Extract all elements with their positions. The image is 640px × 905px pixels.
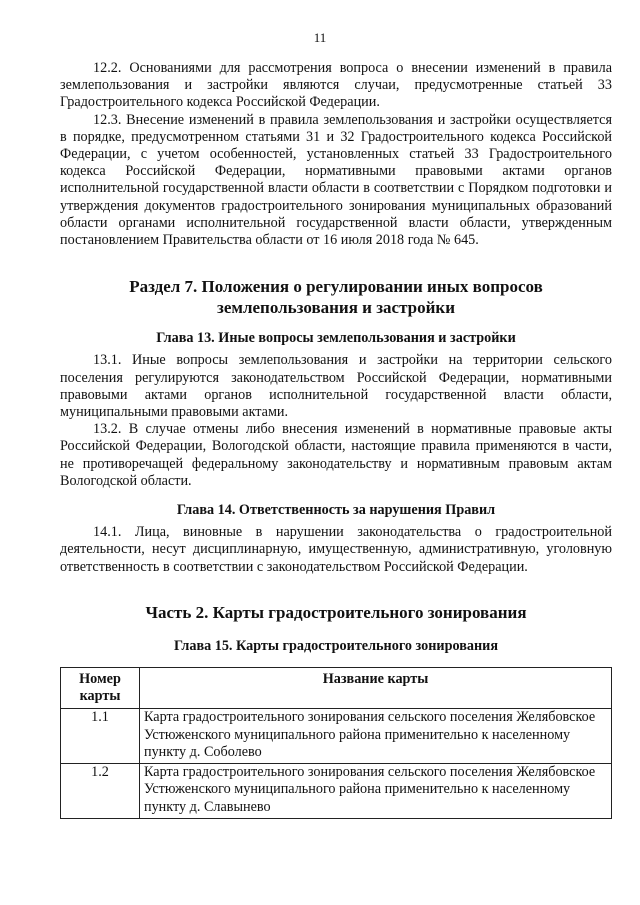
chapter-15-title: Глава 15. Карты градостроительного зонирования bbox=[173, 637, 499, 654]
section-7-title-line2: землепользования и застройки bbox=[217, 298, 455, 318]
paragraph-13-2: 13.2. В случае отмены либо внесения изменений в нормативные правовые акты Российской Федерации, Вологодской области, настоящие правила применяются в части, не противоречащей федеральному законодательству и нормативным правовым актам Вологодской области. bbox=[60, 421, 612, 489]
page-number: 11 bbox=[313, 30, 327, 45]
section-7-title bbox=[60, 276, 612, 318]
table-row bbox=[61, 764, 612, 819]
chapter-13-title: Глава 13. Иные вопросы землепользования и застройки bbox=[156, 330, 516, 347]
map-number-cell: 1.1 bbox=[61, 709, 140, 764]
chapter-14-title: Глава 14. Ответственность за нарушения Правил bbox=[176, 502, 496, 519]
paragraph-12-2: 12.2. Основаниями для рассмотрения вопроса о внесении изменений в правила землепользования и застройки являются случаи, предусмотренные статьей 33 Градостроительного кодекса Российской Федерации. bbox=[60, 60, 612, 111]
table-row bbox=[61, 709, 612, 764]
part-2-title: Часть 2. Карты градостроительного зонирования bbox=[145, 602, 527, 622]
paragraph-14-1: 14.1. Лица, виновные в нарушении законодательства о градостроительной деятельности, несут дисциплинарную, имущественную, административную, уголовную ответственность в соответствии с законодательством Российской Федерации. bbox=[60, 524, 612, 575]
document-body bbox=[60, 60, 612, 819]
header-map-number: Номер карты bbox=[61, 668, 140, 709]
section-7-title-line1: Раздел 7. Положения о регулировании иных вопросов bbox=[129, 277, 543, 297]
table-header-row bbox=[61, 668, 612, 709]
header-map-name: Название карты bbox=[140, 668, 612, 709]
map-name-cell: Карта градостроительного зонирования сельского поселения Желябовское Устюженского муниципального района применительно к населенному пункту д. Соболево bbox=[140, 709, 612, 764]
map-number-cell: 1.2 bbox=[61, 764, 140, 819]
paragraph-13-1: 13.1. Иные вопросы землепользования и застройки на территории сельского поселения регулируются законодательством Российской Федерации, нормативными правовыми актами органов исполнительной государственной власти области, муниципальными правовыми актами. bbox=[60, 352, 612, 421]
paragraph-12-3: 12.3. Внесение изменений в правила землепользования и застройки осуществляется в порядке, предусмотренном статьями 31 и 32 Градостроительного кодекса Российской Федерации, с учетом особенностей, установленных статьей 33 Градостроительного кодекса Российской Федерации, нормативными правовыми актами органов исполнительной государственной власти области в соответствии с Порядком подготовки и утверждения документов градостроительного зонирования муниципальных образований области органами исполнительной государственной власти области, утвержденным постановлением Правительства области от 16 июля 2018 года № 645. bbox=[60, 111, 612, 249]
maps-table bbox=[60, 667, 612, 819]
map-name-cell: Карта градостроительного зонирования сельского поселения Желябовское Устюженского муниципального района применительно к населенному пункту д. Славынево bbox=[140, 764, 612, 819]
